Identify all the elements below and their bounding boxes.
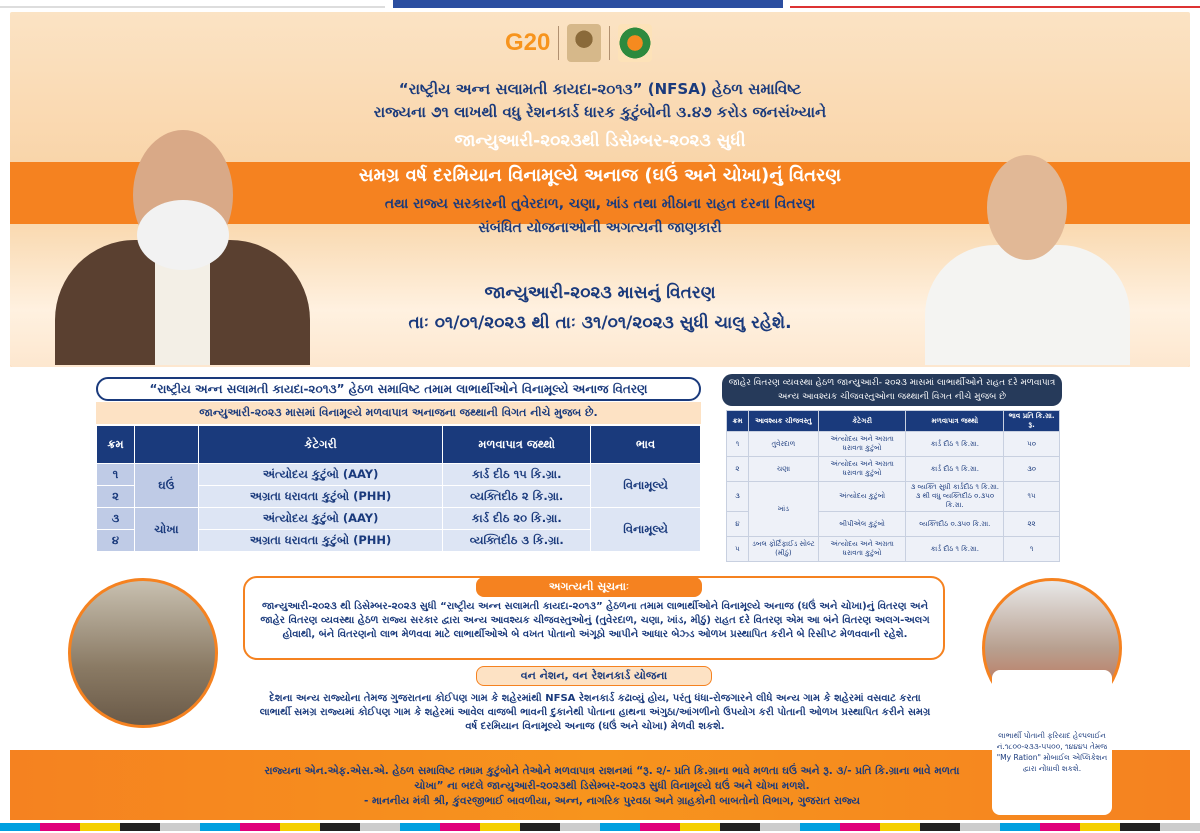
cell-item: ડબલ ફોર્ટિફાઈડ સોલ્ટ (મીઠું) (748, 537, 818, 562)
cell-item: તુવેરદાળ (748, 432, 818, 457)
table-header-row (97, 426, 701, 464)
cell-category: બીપીએલ કુટુંબો (818, 512, 906, 537)
footer-message: રાજ્યના એન.એફ.એસ.એ. હેઠળ સમાવિષ્ટ તમામ કુટુંબોને તેઓને મળવાપાત્ર રાશનમાં “રૂ. ૨/- પ્રતિ કિ.ગ્રાના ભાવે મળતા ઘઉં અને રૂ. ૩/- પ્રતિ કિ.ગ્રાના ભાવે મળતા ચોખા” ના બદલે જાન્યુઆરી-૨૦૨૩થી ડિસેમ્બર-૨૦૨૩ સુધી વિનામૂલ્યે ઘઉં અને ચોખા મળશે. (264, 765, 960, 792)
cell-serial: ૨ (97, 486, 135, 508)
footer-minister: - માનનીય મંત્રી શ્રી, કુંવરજીભાઈ બાવળીયા, અન્ન, નાગરિક પુરવઠા અને ગ્રાહકોની બાબતોનો વિભાગ, ગુજરાત રાજ્ય (363, 795, 861, 807)
col-header-quantity: મળવાપાત્ર જથ્થો (443, 426, 591, 464)
january-title: જાન્યુઆરી-૨૦૨૩ માસનું વિતરણ (484, 283, 716, 303)
g20-text: G20 (505, 29, 551, 56)
table-row (727, 432, 1060, 457)
cell-category: અંત્યોદય કુટુંબો (818, 482, 906, 512)
top-strip-left (0, 0, 385, 8)
cell-quantity: કાર્ડ દીઠ ૧ કિ.ગ્રા. (906, 432, 1004, 457)
portrait-right (925, 150, 1130, 365)
cell-price: ૧ (1004, 537, 1060, 562)
cell-quantity: વ્યક્તિદીઠ ૩ કિ.ગ્રા. (443, 530, 591, 552)
cell-serial: ૩ (97, 508, 135, 530)
january-dates: તાઃ ૦૧/૦૧/૨૦૨૩ થી તાઃ ૩૧/૦૧/૨૦૨૩ સુધી ચાલુ રહેશે. (408, 313, 792, 333)
cell-serial: ૨ (727, 457, 749, 482)
right-table-title: જાહેર વિતરણ વ્યવસ્થા હેઠળ જાન્યુઆરી- ૨૦૨૩ માસમાં લાભાર્થીઓને રાહત દરે મળવાપાત્ર અન્ય આવશ્યક ચીજવસ્તુઓના જથ્થાની વિગત નીચે મુજબ છે (722, 374, 1062, 406)
cell-quantity: કાર્ડ દીઠ ૧ કિ.ગ્રા. (906, 457, 1004, 482)
cell-price: વિનામૂલ્યે (591, 508, 701, 552)
table-row (727, 457, 1060, 482)
left-table-subtitle: જાન્યુઆરી-૨૦૨૩ માસમાં વિનામૂલ્યે મળવાપાત્ર અનાજના જથ્થાની વિગત નીચે મુજબ છે. (96, 402, 701, 424)
logo-row (505, 22, 652, 64)
cell-quantity: કાર્ડ દીઠ ૧૫ કિ.ગ્રા. (443, 464, 591, 486)
cell-category: અંત્યોદય કુટુંબો (AAY) (198, 464, 443, 486)
logo-divider (558, 26, 559, 60)
free-grain-table (96, 425, 701, 552)
col-header-category: કેટેગરી (198, 426, 443, 464)
portrait-right-head (987, 155, 1067, 260)
cell-price: વિનામૂલ્યે (591, 464, 701, 508)
cell-serial: ૫ (727, 537, 749, 562)
top-strip-right (790, 0, 1200, 8)
logo-divider (609, 26, 610, 60)
cell-serial: ૧ (97, 464, 135, 486)
cell-price: ૧૫ (1004, 482, 1060, 512)
print-color-bar (0, 823, 1200, 831)
col-header-category: કેટેગરી (818, 411, 906, 432)
ration-shop-photo (68, 578, 218, 728)
cell-item: ચોખા (134, 508, 198, 552)
cell-quantity: કાર્ડ દીઠ ૨૦ કિ.ગ્રા. (443, 508, 591, 530)
notice-text: જાન્યુઆરી-૨૦૨૩ થી ડિસેમ્બર-૨૦૨૩ સુધી “રાષ્ટ્રીય અન્ન સલામતી કાયદા-૨૦૧૩” હેઠળના તમામ લાભાર્થીઓને વિનામૂલ્યે અનાજ (ઘઉં અને ચોખા)નું વિતરણ અને જાહેર વિતરણ વ્યવસ્થા હેઠળ રાજ્ય સરકાર દ્વારા અન્ય આવશ્યક ચીજવસ્તુઓનું (તુવેરદાળ, ચણા, ખાંડ, મીઠું) રાહત દરે વિતરણ એમ આ બંને વિતરણ અલગ-અલગ હોવાથી, બંને વિતરણનો લાભ મેળવવા માટે લાભાર્થીઓએ બે વખત પોતાનો અંગૂઠો આપીને આધાર બેઝ્ડ ઓળખ પ્રસ્થાપિત કરીને બે રિસીપ્ટ મેળવવાની રહેશે. (260, 601, 930, 640)
cell-category: અંત્યોદય કુટુંબો (AAY) (198, 508, 443, 530)
subsidized-items-table (726, 410, 1060, 562)
cell-category: અગ્રતા ધરાવતા કુટુંબો (PHH) (198, 486, 443, 508)
azadi-amrit-logo-icon (618, 24, 652, 62)
one-nation-text: દેશના અન્ય રાજ્યોના તેમજ ગુજરાતના કોઈપણ ગામ કે શહેરમાંથી NFSA રેશનકાર્ડ કઢાવ્યું હોય, પરંતુ ધંધા-રોજગારને લીધે અન્ય ગામ કે શહેરમાં વસવાટ કરતા લાભાર્થી સમગ્ર રાજ્યમાં કોઈપણ ગામ કે શહેરમાં આવેલ વાજબી ભાવની દુકાનેથી પોતાના હાથના અંગુઠા/આંગળીનો ઉપયોગ કરી પોતાની ઓળખ પ્રસ્થાપિત કરીને સમગ્ર વર્ષ દરમિયાન વિનામૂલ્યે અનાજ (ઘઉં અને ચોખા) મેળવી શકશે. (259, 693, 931, 732)
cell-price: ૩૦ (1004, 457, 1060, 482)
table-row (97, 464, 701, 486)
cell-serial: ૪ (97, 530, 135, 552)
cell-price: ૨૨ (1004, 512, 1060, 537)
table-row (97, 508, 701, 530)
header-line-5: તથા રાજ્ય સરકારની તુવેરદાળ, ચણા, ખાંડ તથા મીઠાના રાહત દરના વિતરણ (384, 196, 816, 212)
g20-logo (505, 29, 550, 57)
col-header-serial: ક્રમ (727, 411, 749, 432)
cell-quantity: ૩ વ્યક્તિ સુધી કાર્ડદીઠ ૧ કિ.ગ્રા. ૩ થી વધુ વ્યક્તિદીઠ ૦.૩૫૦ કિ.ગ્રા. (906, 482, 1004, 512)
col-header-price: ભાવ પ્રતિ કિ.ગ્રા. રૂ. (1004, 411, 1060, 432)
cell-quantity: વ્યક્તિદીઠ ૨ કિ.ગ્રા. (443, 486, 591, 508)
cell-quantity: કાર્ડ દીઠ ૧ કિ.ગ્રા. (906, 537, 1004, 562)
header-line-1: “રાષ્ટ્રીય અન્ન સલામતી કાયદા-૨૦૧૩” (NFSA) હેઠળ સમાવિષ્ટ (398, 80, 802, 98)
header-line-2: રાજ્યના ૭૧ લાખથી વધુ રેશનકાર્ડ ધારક કુટુંબોની ૩.૪૭ કરોડ જનસંખ્યાને (373, 103, 827, 121)
cell-price: ૫૦ (1004, 432, 1060, 457)
header-line-4: સમગ્ર વર્ષ દરમિયાન વિનામૂલ્યે અનાજ (ઘઉં અને ચોખા)નું વિતરણ (358, 165, 842, 186)
col-header-item (134, 426, 198, 464)
helpline-text: લાભાર્થી પોતાની ફરિયાદ હેલ્પલાઈન નં.૧૮૦૦-૨૩૩-૫૫૦૦, ૧૪૪૪૫ તેમજ "My Ration" મોબાઈલ એપ્લિકેશન દ્વારા નોંધાવી શકશે. (996, 731, 1108, 773)
cell-category: અંત્યોદય અને અગ્રતા ધરાવતા કુટુંબો (818, 537, 906, 562)
cell-serial: ૩ (727, 482, 749, 512)
col-header-price: ભાવ (591, 426, 701, 464)
cell-item: ચણા (748, 457, 818, 482)
footer-text (262, 764, 962, 809)
cell-category: અંત્યોદય અને અગ્રતા ધરાવતા કુટુંબો (818, 457, 906, 482)
table-row (727, 537, 1060, 562)
left-table-title: “રાષ્ટ્રીય અન્ન સલામતી કાયદા-૨૦૧૩” હેઠળ સમાવિષ્ટ તમામ લાભાર્થીઓને વિનામૂલ્યે અનાજ વિતરણ (96, 377, 701, 401)
portrait-left-beard (137, 200, 229, 270)
header-line-3: જાન્યુઆરી-૨૦૨૩થી ડિસેમ્બર-૨૦૨૩ સુધી (454, 131, 746, 151)
cell-item: ખાંડ (748, 482, 818, 537)
table-header-row (727, 411, 1060, 432)
notice-title: અગત્યની સૂચનાઃ (476, 577, 702, 597)
col-header-item: આવશ્યક ચીજવસ્તુ (748, 411, 818, 432)
cell-category: અગ્રતા ધરાવતા કુટુંબો (PHH) (198, 530, 443, 552)
col-header-quantity: મળવાપાત્ર જથ્થો (906, 411, 1004, 432)
helpline-box (992, 670, 1112, 815)
header-line-6: સંબંધિત યોજનાઓની અગત્યની જાણકારી (478, 220, 722, 236)
col-header-serial: ક્રમ (97, 426, 135, 464)
portrait-right-body (925, 245, 1130, 365)
cell-quantity: વ્યક્તિદીઠ ૦.૩૫૦ કિ.ગ્રા. (906, 512, 1004, 537)
cell-category: અંત્યોદય અને અગ્રતા ધરાવતા કુટુંબો (818, 432, 906, 457)
cell-serial: ૧ (727, 432, 749, 457)
cell-item: ઘઉં (134, 464, 198, 508)
portrait-left (55, 120, 310, 365)
one-nation-title: વન નેશન, વન રેશનકાર્ડ યોજના (476, 666, 712, 686)
state-emblem-icon (567, 24, 601, 62)
top-strip-mid (393, 0, 783, 8)
cell-serial: ૪ (727, 512, 749, 537)
table-row (727, 482, 1060, 512)
